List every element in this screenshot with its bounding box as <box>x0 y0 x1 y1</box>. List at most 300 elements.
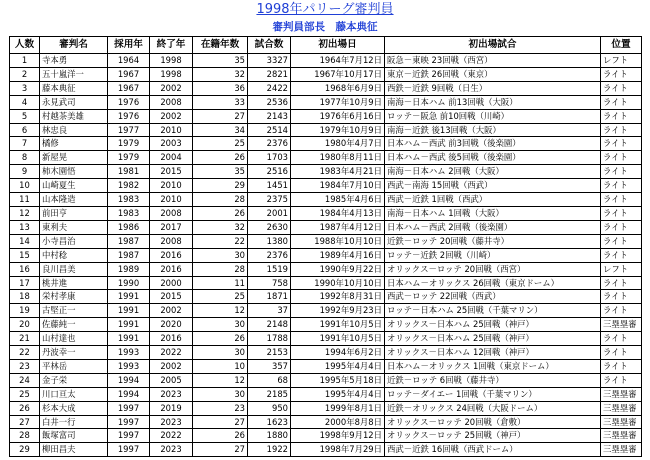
position-cell: 三塁塁審 <box>601 401 642 415</box>
debut-date-cell: 1990年9月22日 <box>291 262 385 276</box>
games-cell: 2143 <box>248 109 291 123</box>
games-cell: 2630 <box>248 220 291 234</box>
row-number-cell: 20 <box>10 318 40 332</box>
final-year-cell: 2010 <box>150 179 193 193</box>
page-subtitle: 審判員部長 藤本典征 <box>272 21 378 33</box>
position-cell: 三塁塁審 <box>601 443 642 457</box>
games-cell: 1871 <box>248 290 291 304</box>
position-cell: ライト <box>601 179 642 193</box>
table-row <box>10 220 642 234</box>
final-year-cell: 2002 <box>150 109 193 123</box>
debut-date-cell: 2000年8月8日 <box>291 415 385 429</box>
umpire-name-cell: 桃井進 <box>40 276 108 290</box>
years-cell: 26 <box>193 429 248 443</box>
column-header: 在籍年数 <box>193 37 248 54</box>
umpire-name-cell: 山崎夏生 <box>40 179 108 193</box>
years-cell: 22 <box>193 234 248 248</box>
years-cell: 35 <box>193 165 248 179</box>
table-row <box>10 81 642 95</box>
column-header: 初出場試合 <box>385 37 601 54</box>
hired-year-cell: 1991 <box>108 318 150 332</box>
games-cell: 2185 <box>248 387 291 401</box>
table-row <box>10 373 642 387</box>
position-cell: ライト <box>601 346 642 360</box>
position-cell: ライト <box>601 276 642 290</box>
column-header: 位置 <box>601 37 642 54</box>
table-row <box>10 387 642 401</box>
final-year-cell: 1998 <box>150 54 193 68</box>
debut-game-cell: 日本ハム－西武 前3回戦（後楽園） <box>385 137 601 151</box>
debut-game-cell: 東京－近鉄 26回戦（東京） <box>385 67 601 81</box>
position-cell: ライト <box>601 359 642 373</box>
row-number-cell: 9 <box>10 165 40 179</box>
umpire-name-cell: 五十嵐洋一 <box>40 67 108 81</box>
debut-game-cell: 日本ハム－西武 2回戦（後楽園） <box>385 220 601 234</box>
hired-year-cell: 1967 <box>108 81 150 95</box>
table-row <box>10 332 642 346</box>
games-cell: 2514 <box>248 123 291 137</box>
row-number-cell: 12 <box>10 206 40 220</box>
debut-game-cell: オリックス－ロッテ 20回戦（西宮） <box>385 262 601 276</box>
years-cell: 30 <box>193 318 248 332</box>
table-row <box>10 359 642 373</box>
row-number-cell: 7 <box>10 137 40 151</box>
hired-year-cell: 1997 <box>108 429 150 443</box>
final-year-cell: 2002 <box>150 304 193 318</box>
hired-year-cell: 1997 <box>108 443 150 457</box>
row-number-cell: 23 <box>10 359 40 373</box>
row-number-cell: 14 <box>10 234 40 248</box>
final-year-cell: 2020 <box>150 318 193 332</box>
debut-date-cell: 1976年6月16日 <box>291 109 385 123</box>
final-year-cell: 2023 <box>150 387 193 401</box>
hired-year-cell: 1997 <box>108 401 150 415</box>
final-year-cell: 2015 <box>150 290 193 304</box>
debut-game-cell: 南海－日本ハム 1回戦（大阪） <box>385 206 601 220</box>
final-year-cell: 2022 <box>150 429 193 443</box>
games-cell: 2376 <box>248 248 291 262</box>
row-number-cell: 19 <box>10 304 40 318</box>
games-cell: 68 <box>248 373 291 387</box>
column-header: 採用年 <box>108 37 150 54</box>
row-number-cell: 24 <box>10 373 40 387</box>
games-cell: 2375 <box>248 193 291 207</box>
row-number-cell: 8 <box>10 151 40 165</box>
final-year-cell: 1998 <box>150 67 193 81</box>
hired-year-cell: 1983 <box>108 193 150 207</box>
debut-date-cell: 1992年8月31日 <box>291 290 385 304</box>
final-year-cell: 2003 <box>150 137 193 151</box>
row-number-cell: 1 <box>10 54 40 68</box>
debut-game-cell: 日本ハム－オリックス 26回戦（東京ドーム） <box>385 276 601 290</box>
table-row <box>10 193 642 207</box>
final-year-cell: 2004 <box>150 151 193 165</box>
hired-year-cell: 1979 <box>108 137 150 151</box>
umpire-name-cell: 前田亨 <box>40 206 108 220</box>
umpire-name-cell: 金子栄 <box>40 373 108 387</box>
years-cell: 34 <box>193 123 248 137</box>
position-cell: ライト <box>601 67 642 81</box>
row-number-cell: 3 <box>10 81 40 95</box>
hired-year-cell: 1977 <box>108 123 150 137</box>
final-year-cell: 2015 <box>150 165 193 179</box>
years-cell: 30 <box>193 346 248 360</box>
games-cell: 2148 <box>248 318 291 332</box>
debut-date-cell: 1984年7月10日 <box>291 179 385 193</box>
hired-year-cell: 1991 <box>108 290 150 304</box>
final-year-cell: 2002 <box>150 359 193 373</box>
row-number-cell: 11 <box>10 193 40 207</box>
umpire-name-cell: 平林岳 <box>40 359 108 373</box>
debut-date-cell: 1964年7月12日 <box>291 54 385 68</box>
debut-game-cell: 西武－近鉄 1回戦（西武） <box>385 193 601 207</box>
debut-game-cell: 近鉄－ロッテ 6回戦（藤井寺） <box>385 373 601 387</box>
years-cell: 35 <box>193 54 248 68</box>
final-year-cell: 2008 <box>150 95 193 109</box>
position-cell: ライト <box>601 248 642 262</box>
table-row <box>10 429 642 443</box>
years-cell: 26 <box>193 332 248 346</box>
debut-date-cell: 1988年10月10日 <box>291 234 385 248</box>
games-cell: 2422 <box>248 81 291 95</box>
position-cell: ライト <box>601 290 642 304</box>
row-number-cell: 27 <box>10 415 40 429</box>
umpire-name-cell: 小寺昌治 <box>40 234 108 248</box>
column-header: 終了年 <box>150 37 193 54</box>
debut-game-cell: 日本ハム－オリックス 1回戦（東京ドーム） <box>385 359 601 373</box>
table-row <box>10 346 642 360</box>
umpire-name-cell: 古堅正一 <box>40 304 108 318</box>
games-cell: 1703 <box>248 151 291 165</box>
row-number-cell: 5 <box>10 109 40 123</box>
years-cell: 33 <box>193 95 248 109</box>
debut-date-cell: 1980年4月7日 <box>291 137 385 151</box>
table-row <box>10 67 642 81</box>
column-header: 人数 <box>10 37 40 54</box>
years-cell: 27 <box>193 443 248 457</box>
column-header: 試合数 <box>248 37 291 54</box>
debut-game-cell: ロッテ－近鉄 2回戦（川崎） <box>385 248 601 262</box>
umpire-table <box>9 36 642 457</box>
hired-year-cell: 1994 <box>108 373 150 387</box>
table-row <box>10 165 642 179</box>
position-cell: ライト <box>601 220 642 234</box>
table-row <box>10 262 642 276</box>
games-cell: 1788 <box>248 332 291 346</box>
position-cell: ライト <box>601 137 642 151</box>
debut-game-cell: 近鉄－ロッテ 20回戦（藤井寺） <box>385 234 601 248</box>
umpire-name-cell: 山本隆造 <box>40 193 108 207</box>
table-row <box>10 179 642 193</box>
debut-date-cell: 1991年10月5日 <box>291 332 385 346</box>
hired-year-cell: 1976 <box>108 109 150 123</box>
hired-year-cell: 1990 <box>108 276 150 290</box>
final-year-cell: 2023 <box>150 415 193 429</box>
position-cell: ライト <box>601 332 642 346</box>
debut-game-cell: ロッテ－阪急 前10回戦（川崎） <box>385 109 601 123</box>
games-cell: 1380 <box>248 234 291 248</box>
table-row <box>10 443 642 457</box>
final-year-cell: 2017 <box>150 220 193 234</box>
umpire-name-cell: 栄村孝康 <box>40 290 108 304</box>
table-row <box>10 123 642 137</box>
table-header-row <box>10 37 642 54</box>
years-cell: 11 <box>193 276 248 290</box>
row-number-cell: 26 <box>10 401 40 415</box>
final-year-cell: 2016 <box>150 332 193 346</box>
hired-year-cell: 1967 <box>108 67 150 81</box>
years-cell: 32 <box>193 67 248 81</box>
umpire-name-cell: 橘修 <box>40 137 108 151</box>
umpire-name-cell: 寺本勇 <box>40 54 108 68</box>
debut-game-cell: オリックス－日本ハム 25回戦（神戸） <box>385 332 601 346</box>
games-cell: 2376 <box>248 137 291 151</box>
debut-game-cell: 南海－日本ハム 2回戦（大阪） <box>385 165 601 179</box>
umpire-name-cell: 杉本大成 <box>40 401 108 415</box>
debut-date-cell: 1998年7月29日 <box>291 443 385 457</box>
debut-game-cell: 西武－ロッテ 22回戦（西武） <box>385 290 601 304</box>
games-cell: 1451 <box>248 179 291 193</box>
umpire-name-cell: 村越茶美雄 <box>40 109 108 123</box>
row-number-cell: 29 <box>10 443 40 457</box>
games-cell: 1519 <box>248 262 291 276</box>
debut-game-cell: 西鉄－近鉄 9回戦（日生） <box>385 81 601 95</box>
table-row <box>10 137 642 151</box>
debut-game-cell: オリックス－ロッテ 25回戦（神戸） <box>385 429 601 443</box>
years-cell: 28 <box>193 262 248 276</box>
position-cell: ライト <box>601 123 642 137</box>
games-cell: 1623 <box>248 415 291 429</box>
games-cell: 37 <box>248 304 291 318</box>
hired-year-cell: 1976 <box>108 95 150 109</box>
final-year-cell: 2016 <box>150 248 193 262</box>
debut-date-cell: 1968年6月9日 <box>291 81 385 95</box>
games-cell: 2153 <box>248 346 291 360</box>
position-cell: ライト <box>601 165 642 179</box>
years-cell: 25 <box>193 137 248 151</box>
final-year-cell: 2008 <box>150 206 193 220</box>
umpire-name-cell: 飯塚富司 <box>40 429 108 443</box>
debut-date-cell: 1987年4月12日 <box>291 220 385 234</box>
row-number-cell: 28 <box>10 429 40 443</box>
position-cell: ライト <box>601 95 642 109</box>
debut-game-cell: 西武－南海 15回戦（西武） <box>385 179 601 193</box>
position-cell: ライト <box>601 81 642 95</box>
row-number-cell: 17 <box>10 276 40 290</box>
hired-year-cell: 1981 <box>108 165 150 179</box>
table-row <box>10 304 642 318</box>
table-row <box>10 415 642 429</box>
table-row <box>10 318 642 332</box>
hired-year-cell: 1979 <box>108 151 150 165</box>
position-cell: ライト <box>601 206 642 220</box>
hired-year-cell: 1986 <box>108 220 150 234</box>
umpire-name-cell: 東利夫 <box>40 220 108 234</box>
final-year-cell: 2023 <box>150 443 193 457</box>
row-number-cell: 25 <box>10 387 40 401</box>
umpire-name-cell: 新屋晃 <box>40 151 108 165</box>
table-row <box>10 151 642 165</box>
debut-date-cell: 1983年4月21日 <box>291 165 385 179</box>
hired-year-cell: 1993 <box>108 346 150 360</box>
page-title: 1998年パリーグ審判員 <box>256 2 394 17</box>
table-row <box>10 206 642 220</box>
years-cell: 28 <box>193 193 248 207</box>
debut-date-cell: 1985年4月6日 <box>291 193 385 207</box>
umpire-name-cell: 柿木園悟 <box>40 165 108 179</box>
umpire-name-cell: 川口亘太 <box>40 387 108 401</box>
years-cell: 27 <box>193 109 248 123</box>
years-cell: 12 <box>193 373 248 387</box>
debut-game-cell: 日本ハム－西武 後5回戦（後楽園） <box>385 151 601 165</box>
debut-date-cell: 1999年8月1日 <box>291 401 385 415</box>
final-year-cell: 2022 <box>150 346 193 360</box>
umpire-name-cell: 白井一行 <box>40 415 108 429</box>
debut-date-cell: 1979年10月9日 <box>291 123 385 137</box>
years-cell: 30 <box>193 248 248 262</box>
umpire-name-cell: 山村達也 <box>40 332 108 346</box>
debut-game-cell: オリックス－ロッテ 20回戦（倉敷） <box>385 415 601 429</box>
row-number-cell: 16 <box>10 262 40 276</box>
table-row <box>10 54 642 68</box>
row-number-cell: 10 <box>10 179 40 193</box>
games-cell: 2516 <box>248 165 291 179</box>
years-cell: 23 <box>193 401 248 415</box>
debut-date-cell: 1989年4月16日 <box>291 248 385 262</box>
debut-game-cell: 南海－近鉄 後13回戦（大阪） <box>385 123 601 137</box>
debut-date-cell: 1995年4月4日 <box>291 387 385 401</box>
hired-year-cell: 1991 <box>108 332 150 346</box>
years-cell: 30 <box>193 387 248 401</box>
final-year-cell: 2005 <box>150 373 193 387</box>
years-cell: 26 <box>193 206 248 220</box>
final-year-cell: 2000 <box>150 276 193 290</box>
umpire-name-cell: 柳田昌夫 <box>40 443 108 457</box>
debut-game-cell: 近鉄－オリックス 24回戦（大阪ドーム） <box>385 401 601 415</box>
table-row <box>10 95 642 109</box>
column-header: 審判名 <box>40 37 108 54</box>
umpire-name-cell: 佐藤純一 <box>40 318 108 332</box>
debut-game-cell: 南海－日本ハム 前13回戦（大阪） <box>385 95 601 109</box>
games-cell: 2536 <box>248 95 291 109</box>
hired-year-cell: 1983 <box>108 206 150 220</box>
hired-year-cell: 1997 <box>108 415 150 429</box>
row-number-cell: 4 <box>10 95 40 109</box>
umpire-name-cell: 中村稔 <box>40 248 108 262</box>
row-number-cell: 18 <box>10 290 40 304</box>
hired-year-cell: 1994 <box>108 387 150 401</box>
hired-year-cell: 1989 <box>108 262 150 276</box>
table-row <box>10 401 642 415</box>
final-year-cell: 2008 <box>150 234 193 248</box>
row-number-cell: 2 <box>10 67 40 81</box>
umpire-name-cell: 丹波幸一 <box>40 346 108 360</box>
final-year-cell: 2016 <box>150 262 193 276</box>
final-year-cell: 2010 <box>150 123 193 137</box>
final-year-cell: 2019 <box>150 401 193 415</box>
debut-game-cell: 西武－近鉄 16回戦（西武ドーム） <box>385 443 601 457</box>
row-number-cell: 6 <box>10 123 40 137</box>
games-cell: 1922 <box>248 443 291 457</box>
years-cell: 27 <box>193 415 248 429</box>
debut-date-cell: 1992年9月23日 <box>291 304 385 318</box>
position-cell: 三塁塁審 <box>601 429 642 443</box>
debut-game-cell: 阪急－東映 23回戦（西宮） <box>385 54 601 68</box>
debut-game-cell: ロッテ－ダイエー 1回戦（千葉マリン） <box>385 387 601 401</box>
debut-game-cell: オリックス－日本ハム 12回戦（神戸） <box>385 346 601 360</box>
table-body <box>10 54 642 457</box>
years-cell: 36 <box>193 81 248 95</box>
table-row <box>10 234 642 248</box>
table-row <box>10 290 642 304</box>
debut-game-cell: ロッテ－日本ハム 25回戦（千葉マリン） <box>385 304 601 318</box>
debut-date-cell: 1967年10月17日 <box>291 67 385 81</box>
hired-year-cell: 1987 <box>108 234 150 248</box>
hired-year-cell: 1993 <box>108 359 150 373</box>
umpire-name-cell: 永見武司 <box>40 95 108 109</box>
position-cell: 三塁塁審 <box>601 415 642 429</box>
position-cell: レフト <box>601 54 642 68</box>
games-cell: 758 <box>248 276 291 290</box>
games-cell: 3327 <box>248 54 291 68</box>
debut-date-cell: 1980年8月11日 <box>291 151 385 165</box>
umpire-name-cell: 藤本典征 <box>40 81 108 95</box>
games-cell: 1880 <box>248 429 291 443</box>
position-cell: ライト <box>601 373 642 387</box>
position-cell: ライト <box>601 109 642 123</box>
debut-date-cell: 1998年9月12日 <box>291 429 385 443</box>
position-cell: ライト <box>601 304 642 318</box>
hired-year-cell: 1987 <box>108 248 150 262</box>
hired-year-cell: 1991 <box>108 304 150 318</box>
hired-year-cell: 1964 <box>108 54 150 68</box>
debut-date-cell: 1984年4月13日 <box>291 206 385 220</box>
position-cell: ライト <box>601 234 642 248</box>
table-row <box>10 276 642 290</box>
debut-game-cell: オリックス－日本ハム 25回戦（神戸） <box>385 318 601 332</box>
row-number-cell: 13 <box>10 220 40 234</box>
games-cell: 950 <box>248 401 291 415</box>
position-cell: 三塁塁審 <box>601 318 642 332</box>
debut-date-cell: 1990年10月10日 <box>291 276 385 290</box>
years-cell: 12 <box>193 304 248 318</box>
final-year-cell: 2010 <box>150 193 193 207</box>
debut-date-cell: 1995年5月18日 <box>291 373 385 387</box>
years-cell: 29 <box>193 179 248 193</box>
column-header: 初出場日 <box>291 37 385 54</box>
position-cell: ライト <box>601 151 642 165</box>
position-cell: 三塁塁審 <box>601 387 642 401</box>
debut-date-cell: 1977年10月9日 <box>291 95 385 109</box>
games-cell: 2821 <box>248 67 291 81</box>
row-number-cell: 15 <box>10 248 40 262</box>
years-cell: 26 <box>193 151 248 165</box>
debut-date-cell: 1995年4月4日 <box>291 359 385 373</box>
umpire-name-cell: 林忠良 <box>40 123 108 137</box>
final-year-cell: 2002 <box>150 81 193 95</box>
games-cell: 357 <box>248 359 291 373</box>
row-number-cell: 22 <box>10 346 40 360</box>
debut-date-cell: 1994年6月2日 <box>291 346 385 360</box>
games-cell: 2001 <box>248 206 291 220</box>
years-cell: 10 <box>193 359 248 373</box>
years-cell: 25 <box>193 290 248 304</box>
position-cell: レフト <box>601 262 642 276</box>
years-cell: 32 <box>193 220 248 234</box>
hired-year-cell: 1982 <box>108 179 150 193</box>
debut-date-cell: 1991年10月5日 <box>291 318 385 332</box>
umpire-name-cell: 良川昌美 <box>40 262 108 276</box>
